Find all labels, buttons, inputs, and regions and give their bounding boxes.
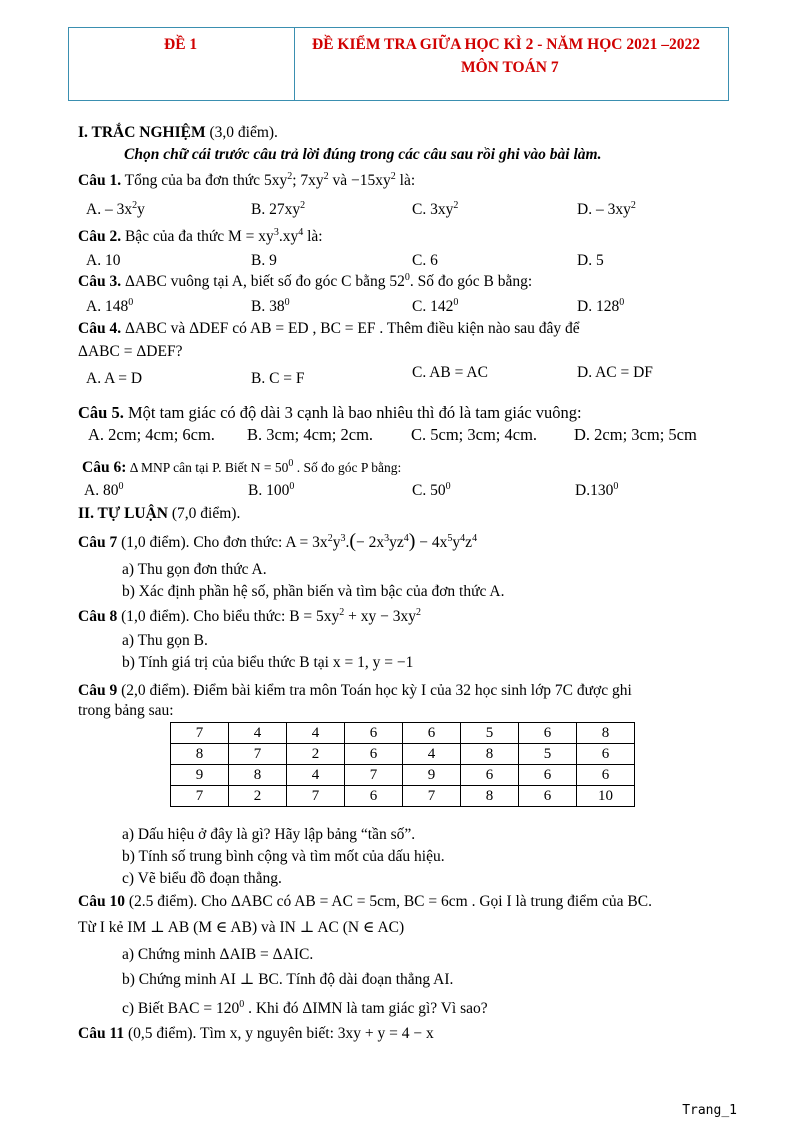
- q3-option-a: A. $148^0$: [86, 297, 134, 315]
- q7-stem: Câu 7 (1,0 điểm). Cho đơn thức: $A = 3x^2y^3.(- 2x^3yz^4) - 4x^5y^4z^4$: [78, 530, 478, 552]
- table-cell: 6: [519, 723, 577, 744]
- q5-option-d: D. 2cm; 3cm; 5cm: [574, 425, 697, 444]
- table-cell: 7: [345, 765, 403, 786]
- table-cell: 6: [345, 786, 403, 807]
- part1-instruction: Chọn chữ cái trước câu trả lời đúng trong các câu sau rồi ghi vào bài làm.: [124, 146, 602, 163]
- header-title: ĐỀ KIỂM TRA GIỮA HỌC KÌ 2 - NĂM HỌC 2021 –2022: [312, 36, 700, 53]
- q7-part-a: a) Thu gọn đơn thức A.: [122, 561, 267, 578]
- q3-option-c: C. $142^0$: [412, 297, 459, 315]
- table-row: [171, 723, 635, 744]
- q2-option-a: A. 10: [86, 252, 121, 269]
- table-cell: 10: [577, 786, 635, 807]
- q9-part-c: c) Vẽ biểu đồ đoạn thẳng.: [122, 870, 282, 887]
- table-cell: 6: [519, 786, 577, 807]
- table-cell: 4: [287, 765, 345, 786]
- table-cell: 6: [345, 744, 403, 765]
- q3-stem: Câu 3. ΔABC vuông tại A, biết số đo góc C bằng $52^0$. Số đo góc B bằng:: [78, 272, 533, 290]
- table-cell: 8: [577, 723, 635, 744]
- q10-part-b: b) Chứng minh AI ⊥ BC. Tính độ dài đoạn thẳng AI.: [122, 971, 454, 988]
- part1-heading: I. TRẮC NGHIỆM (3,0 điểm).: [78, 124, 278, 141]
- score-table: [170, 722, 635, 807]
- table-row: [171, 744, 635, 765]
- q7-part-b: b) Xác định phần hệ số, phần biến và tìm bậc của đơn thức A.: [122, 583, 505, 600]
- table-cell: 8: [461, 744, 519, 765]
- q8-part-b: b) Tính giá trị của biểu thức B tại x = 1, y = −1: [122, 654, 414, 671]
- table-cell: 5: [519, 744, 577, 765]
- q8-stem: Câu 8 (1,0 điểm). Cho biểu thức: $B = 5xy^2$ + xy − $3xy^2$: [78, 607, 422, 625]
- q9-stem-cont: trong bảng sau:: [78, 702, 174, 719]
- q4-option-d: D. AC = DF: [577, 364, 653, 381]
- table-cell: 2: [287, 744, 345, 765]
- q2-option-c: C. 6: [412, 252, 438, 269]
- table-cell: 6: [519, 765, 577, 786]
- table-cell: 6: [461, 765, 519, 786]
- q3-option-d: D. $128^0$: [577, 297, 625, 315]
- page-footer: Trang_1: [682, 1103, 737, 1118]
- q5-option-b: B. 3cm; 4cm; 2cm.: [247, 425, 374, 444]
- q9-part-b: b) Tính số trung bình cộng và tìm mốt của dấu hiệu.: [122, 848, 445, 865]
- q2-option-d: D. 5: [577, 252, 604, 269]
- q10-stem: Câu 10 (2.5 điểm). Cho ΔABC có AB = AC = 5cm, BC = 6cm . Gọi I là trung điểm của BC.: [78, 893, 652, 910]
- q2-option-b: B. 9: [251, 252, 277, 269]
- q5-stem: Câu 5. Một tam giác có độ dài 3 cạnh là bao nhiêu thì đó là tam giác vuông:: [78, 403, 582, 422]
- q1-option-c: C. $3xy^2$: [412, 200, 459, 218]
- table-row: [171, 786, 635, 807]
- q1-option-d: D. – $3xy^2$: [577, 200, 636, 218]
- table-cell: 7: [171, 723, 229, 744]
- table-cell: 8: [461, 786, 519, 807]
- table-row: [171, 765, 635, 786]
- table-cell: 6: [403, 723, 461, 744]
- q4-option-a: A. A = D: [86, 370, 143, 387]
- q6-option-d: D.130$^0$: [575, 481, 619, 499]
- q4-option-b: B. C = F: [251, 370, 305, 387]
- q10-part-a: a) Chứng minh ΔAIB = ΔAIC.: [122, 946, 314, 963]
- header-exam-number: ĐỀ 1: [164, 36, 198, 53]
- table-cell: 9: [171, 765, 229, 786]
- table-cell: 9: [403, 765, 461, 786]
- table-cell: 6: [577, 744, 635, 765]
- table-cell: 4: [287, 723, 345, 744]
- q1-option-a: A. – $3x^2y$: [86, 200, 145, 218]
- table-cell: 6: [577, 765, 635, 786]
- part2-heading: II. TỰ LUẬN (7,0 điểm).: [78, 505, 241, 522]
- q6-option-c: C. $50^0$: [412, 481, 451, 499]
- header-subject: MÔN TOÁN 7: [461, 59, 559, 76]
- q5-option-a: A. 2cm; 4cm; 6cm.: [88, 425, 215, 444]
- q9-stem: Câu 9 (2,0 điểm). Điểm bài kiểm tra môn Toán học kỳ I của 32 học sinh lớp 7C được ghi: [78, 682, 632, 699]
- q10-part-c: c) Biết BAC = $120^0$ . Khi đó ΔIMN là tam giác gì? Vì sao?: [122, 999, 488, 1017]
- q4-stem-cont: ΔABC = ΔDEF?: [78, 343, 183, 360]
- q5-option-c: C. 5cm; 3cm; 4cm.: [411, 425, 538, 444]
- table-cell: 4: [403, 744, 461, 765]
- table-cell: 8: [229, 765, 287, 786]
- table-cell: 7: [287, 786, 345, 807]
- q4-option-c: C. AB = AC: [412, 364, 488, 381]
- q4-stem: Câu 4. ΔABC và ΔDEF có AB = ED , BC = EF . Thêm điều kiện nào sau đây để: [78, 320, 580, 337]
- q9-part-a: a) Dấu hiệu ở đây là gì? Hãy lập bảng “tần số”.: [122, 826, 416, 843]
- q8-part-a: a) Thu gọn B.: [122, 632, 208, 649]
- table-cell: 7: [229, 744, 287, 765]
- table-cell: 5: [461, 723, 519, 744]
- q3-option-b: B. $38^0$: [251, 297, 290, 315]
- q1-stem: Câu 1. Tổng của ba đơn thức $5xy^2$; $7xy^2$ và $-15xy^2$ là:: [78, 171, 416, 189]
- q2-stem: Câu 2. Bậc của đa thức $M = xy^3.xy^4$ là:: [78, 227, 323, 245]
- table-cell: 2: [229, 786, 287, 807]
- q1-option-b: B. $27xy^2$: [251, 200, 306, 218]
- q6-option-a: A. $80^0$: [84, 481, 124, 499]
- table-cell: 7: [403, 786, 461, 807]
- q10-stem-cont: Từ I kẻ IM ⊥ AB (M ∈ AB) và IN ⊥ AC (N ∈ AC): [78, 919, 405, 936]
- q11-stem: Câu 11 (0,5 điểm). Tìm x, y nguyên biết: 3xy + y = 4 − x: [78, 1025, 434, 1042]
- q6-option-b: B. $100^0$: [248, 481, 295, 499]
- table-cell: 6: [345, 723, 403, 744]
- table-cell: 8: [171, 744, 229, 765]
- q6-stem: Câu 6: Δ MNP cân tại P. Biết $N = 50^0$ . Số đo góc P bằng:: [82, 458, 402, 476]
- table-cell: 4: [229, 723, 287, 744]
- table-cell: 7: [171, 786, 229, 807]
- header-divider: [294, 28, 295, 100]
